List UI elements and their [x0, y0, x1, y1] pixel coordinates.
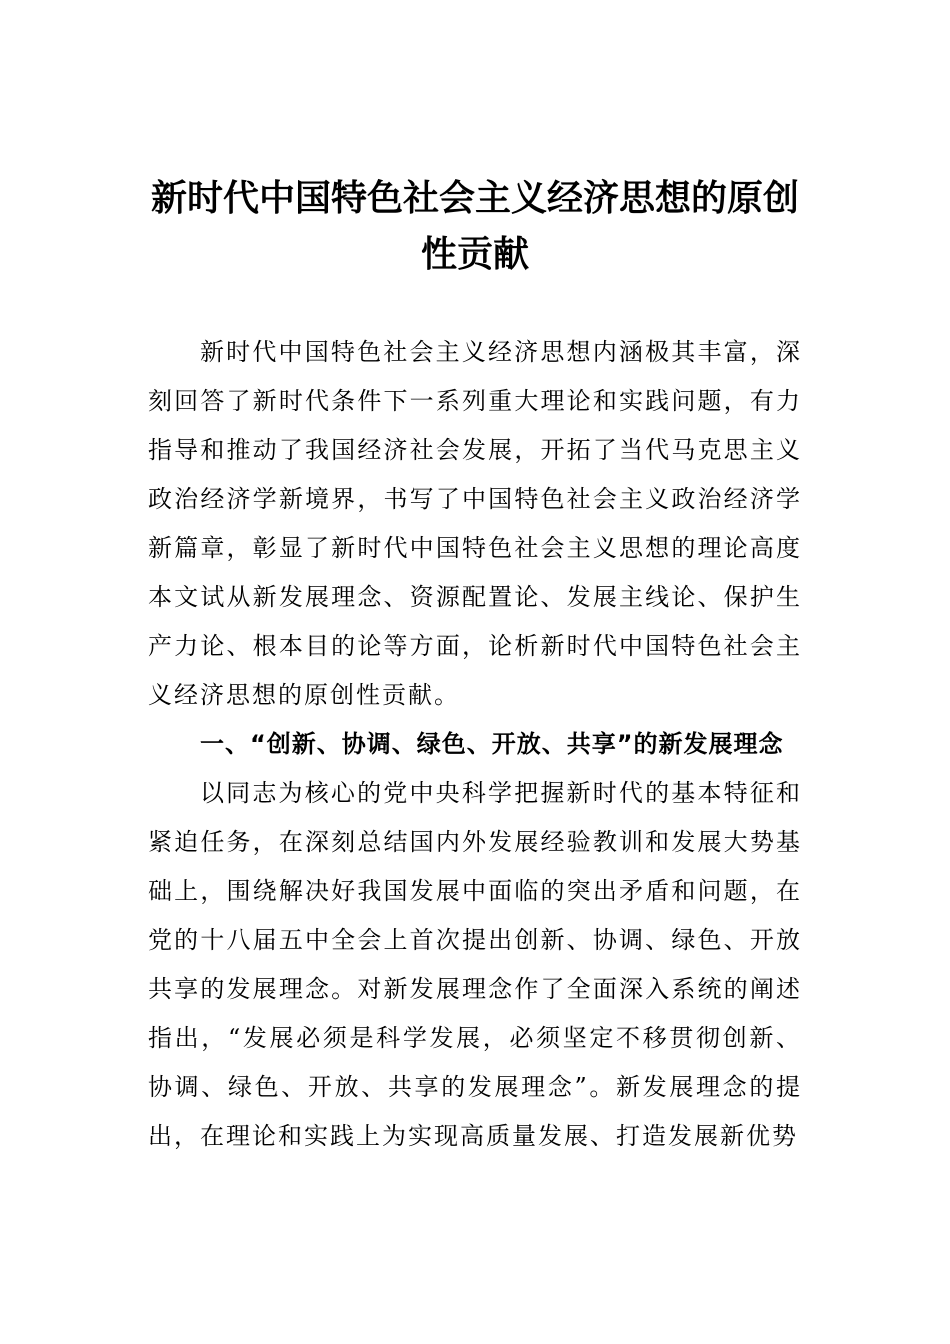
document-title: 新时代中国特色社会主义经济思想的原创性贡献 — [150, 177, 799, 275]
section-paragraph: 以同志为核心的党中央科学把握新时代的基本特征和紧迫任务，在深刻总结国内外发展经验教训和发展大势基础上，围绕解决好我国发展中面临的突出矛盾和问题，在党的十八届五中全会上首次提出创新、协调、绿色、开放共享的发展理念。对新发展理念作了全面深入系统的阐述指出，“发展必须是科学发展，必须坚定不移贯彻创新、协调、绿色、开放、共享的发展理念”。新发展理念的提出，在理论和实践上为实现高质量发展、打造发展新优势 — [148, 779, 802, 1150]
document-body — [148, 328, 802, 1161]
section-heading: 一、“创新、协调、绿色、开放、共享”的新发展理念 — [200, 730, 784, 758]
intro-paragraph: 新时代中国特色社会主义经济思想内涵极其丰富，深刻回答了新时代条件下一系列重大理论和实践问题，有力指导和推动了我国经济社会发展，开拓了当代马克思主义政治经济学新境界，书写了中国特色社会主义政治经济学新篇章，彰显了新时代中国特色社会主义思想的理论高度本文试从新发展理念、资源配置论、发展主线论、保护生产力论、根本目的论等方面，论析新时代中国特色社会主义经济思想的原创性贡献。 — [148, 338, 802, 709]
